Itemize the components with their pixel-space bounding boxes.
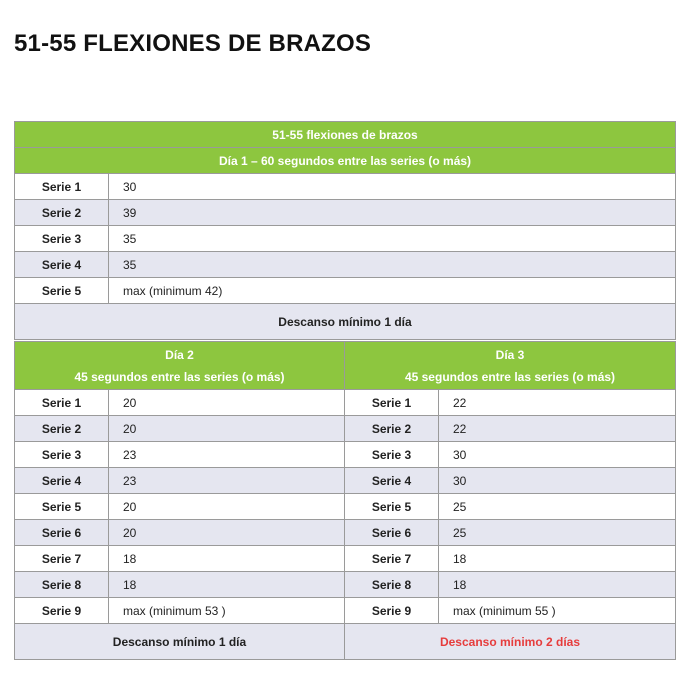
table-row xyxy=(15,494,676,520)
day3-subtitle: 45 segundos entre las series (o más) xyxy=(404,369,616,384)
day2-serie-value: 18 xyxy=(109,572,345,598)
serie-value: 35 xyxy=(109,226,676,252)
serie-value: 39 xyxy=(109,200,676,226)
day2-day3-table xyxy=(14,341,676,660)
serie-label: Serie 1 xyxy=(15,174,109,200)
day2-serie-value: 20 xyxy=(109,520,345,546)
table-row xyxy=(15,252,676,278)
day3-header xyxy=(345,342,676,390)
rest-row xyxy=(15,624,676,660)
table-row xyxy=(15,442,676,468)
serie-value: 30 xyxy=(109,174,676,200)
day2-serie-value: max (minimum 53 ) xyxy=(109,598,345,624)
day3-rest-note: Descanso mínimo 2 días xyxy=(345,624,676,660)
table-row xyxy=(15,416,676,442)
page-title: 51-55 FLEXIONES DE BRAZOS xyxy=(14,30,372,57)
rest-row xyxy=(15,304,676,340)
day2-subtitle: 45 segundos entre las series (o más) xyxy=(74,369,285,384)
day1-header: Día 1 – 60 segundos entre las series (o más) xyxy=(15,148,676,174)
day2-serie-label: Serie 5 xyxy=(15,494,109,520)
table-row xyxy=(15,572,676,598)
day3-serie-label: Serie 6 xyxy=(345,520,439,546)
day2-serie-label: Serie 7 xyxy=(15,546,109,572)
day3-title: Día 3 xyxy=(495,347,525,362)
day1-table xyxy=(14,121,676,340)
serie-label: Serie 4 xyxy=(15,252,109,278)
day2-serie-value: 23 xyxy=(109,442,345,468)
day2-serie-label: Serie 3 xyxy=(15,442,109,468)
table-row xyxy=(15,278,676,304)
day3-serie-label: Serie 7 xyxy=(345,546,439,572)
day2-header xyxy=(15,342,345,390)
day2-serie-label: Serie 8 xyxy=(15,572,109,598)
day2-serie-value: 20 xyxy=(109,494,345,520)
serie-value: 35 xyxy=(109,252,676,278)
table-title: 51-55 flexiones de brazos xyxy=(15,122,676,148)
day3-serie-value: 30 xyxy=(439,442,676,468)
day2-serie-label: Serie 6 xyxy=(15,520,109,546)
day3-serie-value: 30 xyxy=(439,468,676,494)
day-header-row xyxy=(15,342,676,390)
table-row xyxy=(15,546,676,572)
day3-serie-label: Serie 3 xyxy=(345,442,439,468)
day3-serie-label: Serie 2 xyxy=(345,416,439,442)
table-row xyxy=(15,520,676,546)
day2-serie-value: 20 xyxy=(109,390,345,416)
serie-label: Serie 3 xyxy=(15,226,109,252)
day2-serie-value: 20 xyxy=(109,416,345,442)
day3-serie-value: 18 xyxy=(439,572,676,598)
day3-serie-label: Serie 4 xyxy=(345,468,439,494)
day2-title: Día 2 xyxy=(165,347,194,362)
day2-serie-label: Serie 9 xyxy=(15,598,109,624)
day3-serie-value: 22 xyxy=(439,390,676,416)
day3-serie-value: 22 xyxy=(439,416,676,442)
day3-serie-value: max (minimum 55 ) xyxy=(439,598,676,624)
day3-serie-value: 18 xyxy=(439,546,676,572)
serie-label: Serie 2 xyxy=(15,200,109,226)
table-title-row xyxy=(15,122,676,148)
table-row xyxy=(15,174,676,200)
serie-label: Serie 5 xyxy=(15,278,109,304)
table-row xyxy=(15,226,676,252)
day2-serie-label: Serie 4 xyxy=(15,468,109,494)
day3-serie-label: Serie 8 xyxy=(345,572,439,598)
day2-serie-value: 18 xyxy=(109,546,345,572)
day2-serie-label: Serie 1 xyxy=(15,390,109,416)
table-row xyxy=(15,390,676,416)
table-row xyxy=(15,598,676,624)
day3-serie-value: 25 xyxy=(439,520,676,546)
day1-header-row xyxy=(15,148,676,174)
day2-serie-label: Serie 2 xyxy=(15,416,109,442)
day3-serie-label: Serie 9 xyxy=(345,598,439,624)
day3-serie-label: Serie 1 xyxy=(345,390,439,416)
table-row xyxy=(15,200,676,226)
day3-serie-value: 25 xyxy=(439,494,676,520)
day2-serie-value: 23 xyxy=(109,468,345,494)
table-row xyxy=(15,468,676,494)
rest-note: Descanso mínimo 1 día xyxy=(15,304,676,340)
day2-rest-note: Descanso mínimo 1 día xyxy=(15,624,345,660)
serie-value: max (minimum 42) xyxy=(109,278,676,304)
day3-serie-label: Serie 5 xyxy=(345,494,439,520)
